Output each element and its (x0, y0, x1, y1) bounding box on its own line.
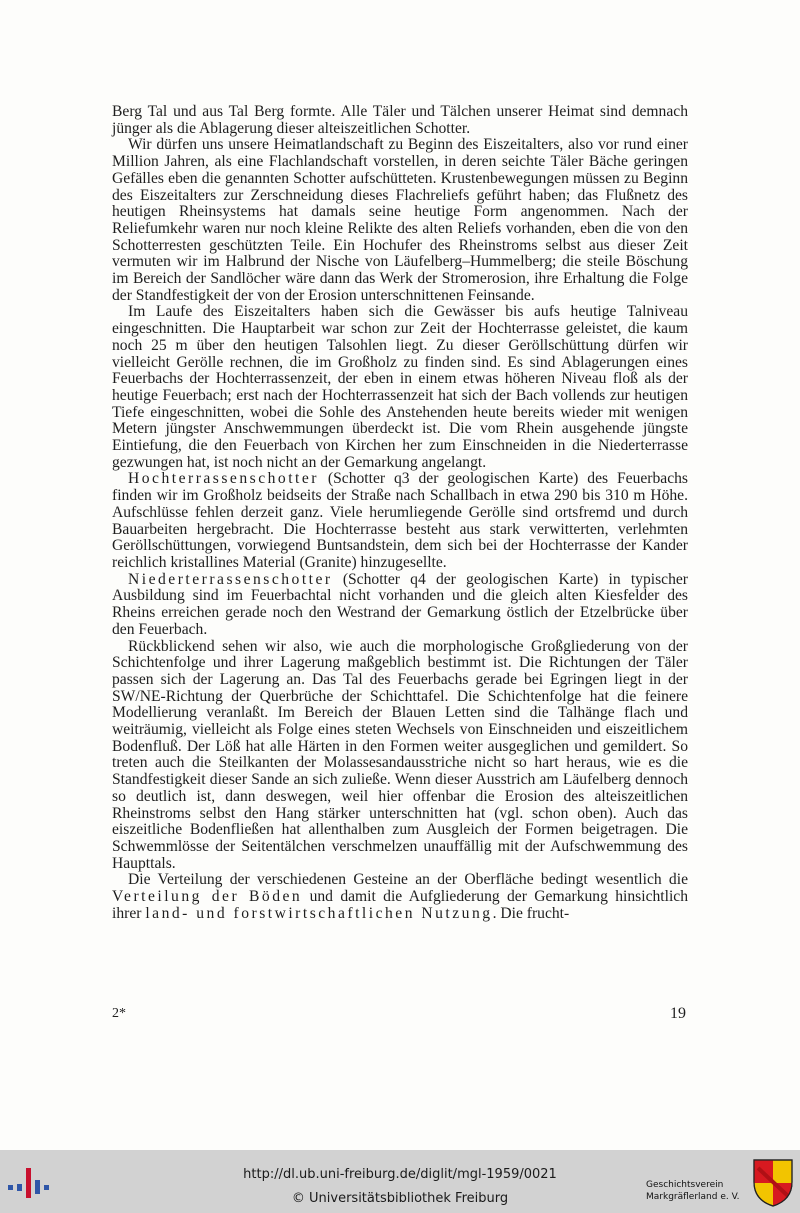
paragraph (112, 304, 688, 471)
paragraph (112, 137, 688, 304)
text-run: Rückblickend sehen wir also, wie auch die morphologische Großgliederung von der Schichtenfolge und ihrer Lagerung maßgeblich bestimmt ist. Die Richtungen der Täler passen sich der Lagerung an. Das Tal des Feuerbachs gerade bei Egringen liegt in der SW/NE-Richtung der Querbrüche der Schichttafel. Die Schichtenfolge hat die feinere Modellierung veranlaßt. Im Bereich der Blauen Letten sind die Talhänge flach und weiträumig, vielleicht als Folge eines steten Wechsels von Einschneiden und eiszeitlichem Bodenfluß. Der Löß hat alle Härten in den Formen weiter ausgeglichen und gemildert. So treten auch die Steilkanten der Molassesandausstriche nicht so hart heraus, wie es die Standfestigkeit dieser Sande an sich zuließe. Wenn dieser Ausstrich am Läufelberg dennoch so deutlich ist, dann deswegen, weil hier offenbar die Erosion des alteiszeitlichen Rheinstroms selbst den Hang stärker unterschnitten hat (vgl. schon oben). Auch das eiszeitliche Bodenfließen hat allenthalben zum Ausgleich der Formen beigetragen. Die Schwemmlösse der Seitentälchen verschmelzen unauffällig mit der Aufschwemmung des Haupttals. (112, 637, 688, 872)
text-run: Die Verteilung der verschiedenen Gesteine an der Oberfläche bedingt wesentlich die (128, 871, 688, 889)
paragraph (112, 872, 688, 922)
text-run: Berg Tal und aus Tal Berg formte. Alle Täler und Tälchen unserer Heimat sind demnach jünger als die Ablagerung dieser alteiszeitlichen Schotter. (112, 103, 688, 137)
paragraph (112, 104, 688, 137)
partner-name-line1: Geschichtsverein (646, 1180, 724, 1190)
spaced-term: Hochterrassenschotter (128, 470, 319, 488)
spaced-term: Niederterrassenschotter (128, 570, 333, 588)
digital-library-url-link[interactable]: http://dl.ub.uni-freiburg.de/diglit/mgl-1959/0021 (243, 1167, 557, 1182)
spaced-term: land- und forstwirtschaftlichen Nutzung (145, 904, 493, 922)
text-run: und damit die Aufgliederung der Gemarkung hinsichtlich ihrer (112, 888, 689, 922)
text-run: Im Laufe des Eiszeitalters haben sich die Gewässer bis aufs heutige Talniveau eingeschnitten. Die Hauptarbeit war schon zur Zeit der Hochterrasse geleistet, die kaum noch 25 m über den heutigen Talsohlen liegt. Zu dieser Geröllschüttung dürfen wir vielleicht Gerölle rechnen, die im Großholz zu finden sind. Es sind Ablagerungen eines Feuerbachs der Hochterrassenzeit, der eben in einem etwas höheren Niveau floß als der heutige Feuerbach; erst nach der Hochterrassenzeit hat sich der Bach vollends zur heutigen Tiefe eingeschnitten, wobei die Sohle des Anstehenden heute bereits wieder mit wenigen Metern jüngster Anschwemmungen überdeckt ist. Die vom Rhein ausgehende jüngste Eintiefung, die den Feuerbach von Kirchen her zum Einschneiden in die Niederterrasse gezwungen hat, ist noch nicht an der Gemarkung angelangt. (112, 303, 688, 471)
document-body (112, 104, 688, 922)
page-number: 19 (670, 1005, 686, 1022)
copyright-notice: © Universitätsbibliothek Freiburg (291, 1191, 509, 1206)
text-run: . Die frucht- (492, 904, 570, 922)
footer-bar (0, 1150, 800, 1213)
sheet-signature: 2* (112, 1006, 126, 1021)
text-run: (Schotter q3 der geologischen Karte) des Feuerbachs finden wir im Großholz beidseits der Straße nach Schallbach in etwa 290 bis 310 m Höhe. Aufschlüsse fehlen derzeit ganz. Viele herumliegende Gerölle sind ortsfremd und durch Bauarbeiten hergebracht. Die Hochterrasse besteht aus stark verwitterten, verlehmten Geröllschüttungen, vorwiegend Buntsandstein, dem sich bei der Hochterrasse der Kander reichlich kristallines Material (Granite) hinzugesellte. (112, 470, 688, 571)
paragraph (112, 572, 688, 639)
partner-name-line2: Markgräflerland e. V. (646, 1192, 740, 1202)
coat-of-arms-icon (752, 1158, 794, 1208)
partner-name (646, 1179, 739, 1203)
paragraph (112, 639, 688, 873)
paragraph (112, 471, 688, 571)
text-run: (Schotter q4 der geologischen Karte) in typischer Ausbildung sind im Feuerbachtal nicht vorhanden und die gleich alten Kiesfelder des Rheins erreichen gerade noch den Westrand der Gemarkung östlich der Etzelbrücke über den Feuerbach. (112, 570, 688, 638)
text-run: Wir dürfen uns unsere Heimatlandschaft zu Beginn des Eiszeitalters, also vor rund einer Million Jahren, als eine Flachlandschaft vorstellen, in deren seichte Täler Bäche geringen Gefälles eben die genannten Schotter aufschütteten. Krustenbewegungen müssen zu Beginn des Eiszeitalters zur Zerschneidung dieses Flachreliefs geführt haben; das Flußnetz des heutigen Rheinsystems hat damals seine heutige Form angenommen. Nach der Reliefumkehr waren nur noch kleine Relikte des alten Reliefs vorhanden, eben die von den Schotterresten geschützten Teile. Ein Hochufer des Rheinstroms selbst aus dieser Zeit vermuten wir im Halbrund der Nische von Läufelberg–Hummelberg; die steile Böschung im Bereich der Sandlöcher wäre dann das Werk der Stromerosion, ihre Erhaltung die Folge der Standfestigkeit der von der Erosion unterschnittenen Feinsande. (112, 136, 688, 304)
spaced-term: Verteilung der Böden (112, 888, 303, 906)
